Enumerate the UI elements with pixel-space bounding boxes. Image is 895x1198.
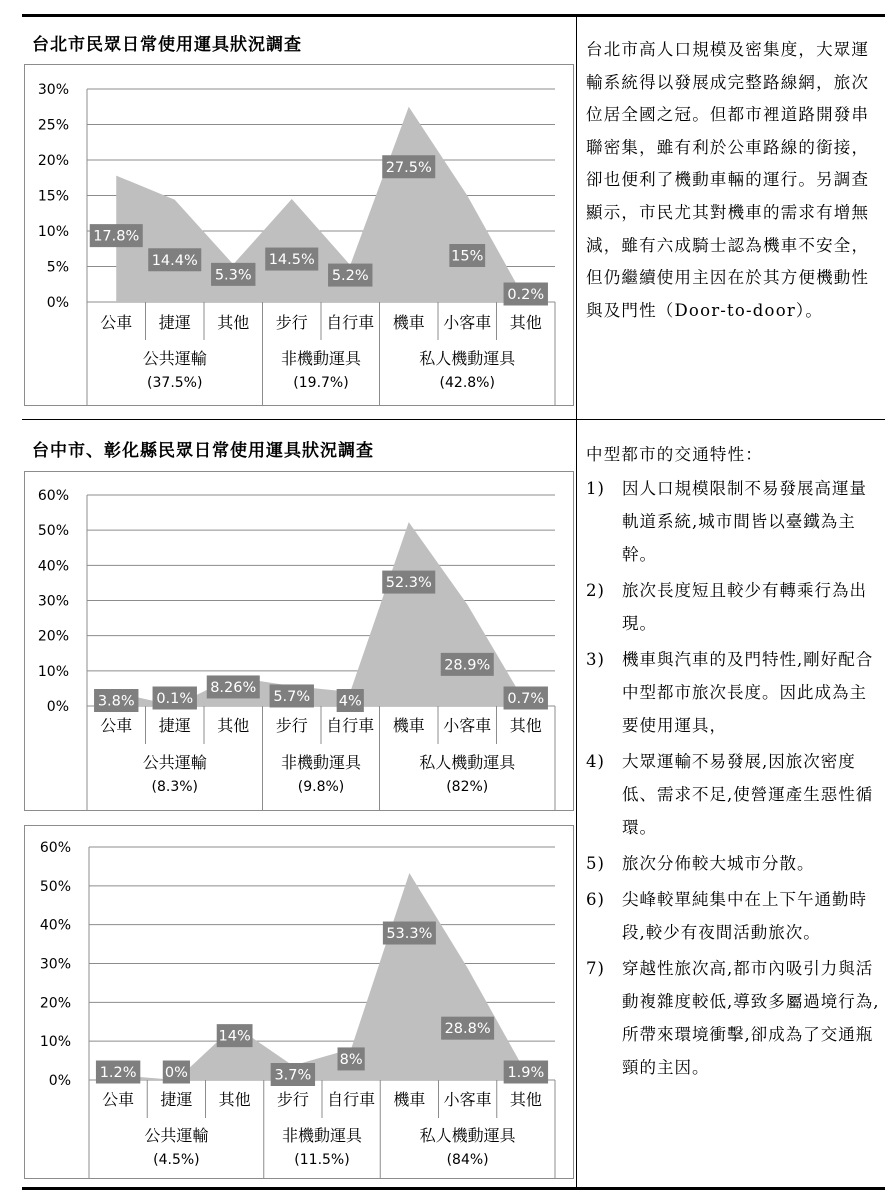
trait-text: 旅次分佈較大城市分散。 — [622, 854, 815, 873]
data-label: 52.3% — [385, 575, 432, 592]
y-tick-label: 20% — [37, 628, 69, 645]
trait-text: 因人口規模限制不易發展高運量軌道系統,城市間皆以臺鐵為主幹。 — [622, 479, 867, 564]
x-tick-label: 捷運 — [158, 716, 191, 735]
trait-item — [586, 643, 881, 742]
data-label: 8% — [339, 1051, 363, 1068]
taichung-chart-svg — [25, 472, 573, 810]
mid-city-traits — [586, 438, 881, 1087]
x-tick-label: 自行車 — [326, 313, 375, 332]
trait-number: 5) — [586, 854, 605, 873]
data-label: 3.8% — [97, 693, 135, 710]
group-label: 公共運輸 — [144, 1126, 209, 1145]
group-share-label: (19.7%) — [293, 375, 349, 391]
trait-item — [586, 574, 881, 640]
data-label: 3.7% — [274, 1067, 312, 1084]
x-tick-label: 其他 — [509, 716, 542, 735]
trait-item — [586, 883, 881, 949]
trait-text: 旅次長度短且較少有轉乘行為出現。 — [622, 581, 867, 633]
x-tick-label: 自行車 — [327, 1090, 376, 1109]
changhua-chart-svg — [25, 826, 573, 1178]
y-tick-label: 60% — [37, 488, 69, 504]
x-tick-label: 公車 — [102, 1090, 135, 1109]
group-label: 私人機動運具 — [419, 1126, 516, 1145]
data-label: 15% — [451, 248, 484, 265]
x-tick-label: 小客車 — [443, 716, 492, 735]
data-label: 5.2% — [331, 268, 369, 285]
group-label: 公共運輸 — [142, 349, 207, 368]
group-share-label: (42.8%) — [439, 375, 495, 391]
trait-text: 大眾運輸不易發展,因旅次密度低、需求不足,使營運產生惡性循環。 — [622, 752, 874, 837]
x-tick-label: 機車 — [392, 716, 425, 735]
data-label: 0.1% — [156, 691, 194, 707]
data-label: 5.3% — [214, 267, 252, 284]
data-label: 1.9% — [507, 1065, 545, 1081]
area-series — [116, 107, 526, 302]
trait-text: 機車與汽車的及門特性,剛好配合中型都市旅次長度。因此成為主要使用運具， — [622, 650, 874, 735]
top-rule — [22, 14, 885, 17]
group-label: 非機動運具 — [281, 1126, 363, 1145]
trait-number: 2) — [586, 581, 605, 600]
taipei-description: 台北市高人口規模及密集度，大眾運輸系統得以發展成完整路線網，旅次位居全國之冠。但都市裡道路開發串聯密集，雖有利於公車路線的銜接，卻也便利了機動車輛的運行。另調查顯示，市民尤其對機車的需求有增無減，雖有六成騎士認為機車不安全，但仍繼續使用主因在於其方便機動性與及門性（Door-to-door）。 — [586, 40, 870, 320]
group-share-label: (82%) — [446, 779, 489, 795]
y-tick-label: 50% — [39, 878, 71, 895]
trait-number: 7) — [586, 959, 605, 978]
group-label: 公共運輸 — [142, 753, 207, 772]
traits-list — [586, 472, 881, 1084]
changhua-chart — [24, 825, 574, 1179]
y-tick-label: 10% — [39, 1034, 71, 1051]
trait-number: 4) — [586, 752, 605, 771]
y-tick-label: 60% — [39, 840, 71, 856]
trait-number: 6) — [586, 890, 605, 909]
data-label: 53.3% — [386, 926, 433, 943]
x-tick-label: 捷運 — [160, 1090, 193, 1109]
y-tick-label: 0% — [46, 699, 69, 715]
group-share-label: (37.5%) — [147, 375, 203, 391]
taipei-chart-svg — [25, 65, 573, 405]
x-tick-label: 機車 — [393, 1090, 426, 1109]
taichung-section-title: 台中市、彰化縣民眾日常使用運具狀況調查 — [32, 441, 374, 461]
middle-rule — [22, 419, 885, 420]
trait-text: 尖峰較單純集中在上下午通勤時段,較少有夜間活動旅次。 — [622, 890, 867, 942]
y-tick-label: 15% — [37, 188, 69, 205]
data-label: 14% — [218, 1028, 251, 1045]
group-label: 非機動運具 — [280, 349, 362, 368]
x-tick-label: 步行 — [276, 1090, 309, 1109]
x-tick-label: 其他 — [217, 313, 250, 332]
x-tick-label: 其他 — [217, 716, 250, 735]
y-tick-label: 30% — [37, 82, 69, 98]
y-tick-label: 10% — [37, 663, 69, 680]
x-tick-label: 小客車 — [443, 1090, 492, 1109]
trait-item — [586, 745, 881, 844]
y-tick-label: 5% — [46, 259, 69, 276]
y-tick-label: 30% — [39, 956, 71, 973]
x-tick-label: 捷運 — [158, 313, 191, 332]
data-label: 4% — [338, 693, 362, 710]
column-divider-bottom — [576, 420, 577, 1187]
x-tick-label: 機車 — [392, 313, 425, 332]
group-share-label: (8.3%) — [151, 779, 198, 795]
taipei-chart — [24, 64, 574, 406]
x-tick-label: 小客車 — [443, 313, 492, 332]
x-tick-label: 公車 — [100, 313, 133, 332]
data-label: 0% — [164, 1065, 188, 1081]
trait-number: 1) — [586, 479, 605, 498]
group-label: 私人機動運具 — [419, 753, 516, 772]
trait-number: 3) — [586, 650, 605, 669]
data-label: 14.5% — [268, 252, 315, 269]
area-series — [118, 873, 526, 1080]
taichung-chart — [24, 471, 574, 811]
y-tick-label: 10% — [37, 224, 69, 240]
y-tick-label: 40% — [37, 558, 69, 575]
trait-item — [586, 952, 881, 1084]
y-tick-label: 0% — [48, 1073, 71, 1089]
x-tick-label: 其他 — [509, 1090, 542, 1109]
y-tick-label: 0% — [46, 295, 69, 311]
data-label: 28.9% — [444, 657, 491, 674]
trait-item — [586, 847, 881, 880]
taipei-section-title: 台北市民眾日常使用運具狀況調查 — [32, 35, 302, 55]
data-label: 14.4% — [151, 252, 198, 269]
data-label: 17.8% — [93, 228, 140, 245]
traits-intro: 中型都市的交通特性： — [586, 445, 763, 464]
data-label: 1.2% — [99, 1065, 137, 1081]
group-share-label: (9.8%) — [297, 779, 345, 795]
column-divider-top — [576, 17, 577, 419]
data-label: 8.26% — [210, 679, 257, 696]
data-label: 27.5% — [385, 159, 432, 176]
x-tick-label: 自行車 — [326, 716, 375, 735]
group-share-label: (4.5%) — [153, 1152, 200, 1168]
group-share-label: (84%) — [446, 1152, 489, 1168]
y-tick-label: 20% — [37, 153, 69, 169]
data-label: 0.2% — [507, 287, 545, 303]
group-label: 私人機動運具 — [419, 349, 516, 368]
y-tick-label: 25% — [37, 117, 69, 134]
x-tick-label: 步行 — [275, 716, 308, 735]
data-label: 28.8% — [444, 1021, 491, 1038]
x-tick-label: 公車 — [100, 716, 133, 735]
group-label: 非機動運具 — [280, 753, 362, 772]
x-tick-label: 其他 — [509, 313, 542, 332]
x-tick-label: 步行 — [275, 313, 308, 332]
area-series — [116, 522, 526, 706]
y-tick-label: 50% — [37, 523, 69, 540]
trait-text: 穿越性旅次高,都市內吸引力與活動複雜度較低,導致多屬過境行為,所帶來環境衝擊,卻成為了交通瓶頸的主因。 — [622, 959, 880, 1077]
x-tick-label: 其他 — [218, 1090, 251, 1109]
data-label: 5.7% — [273, 688, 311, 705]
y-tick-label: 30% — [37, 593, 69, 610]
y-tick-label: 20% — [39, 995, 71, 1012]
group-share-label: (11.5%) — [294, 1152, 350, 1168]
bottom-rule — [22, 1187, 885, 1190]
data-label: 0.7% — [507, 691, 545, 707]
y-tick-label: 40% — [39, 917, 71, 934]
trait-item — [586, 472, 881, 571]
